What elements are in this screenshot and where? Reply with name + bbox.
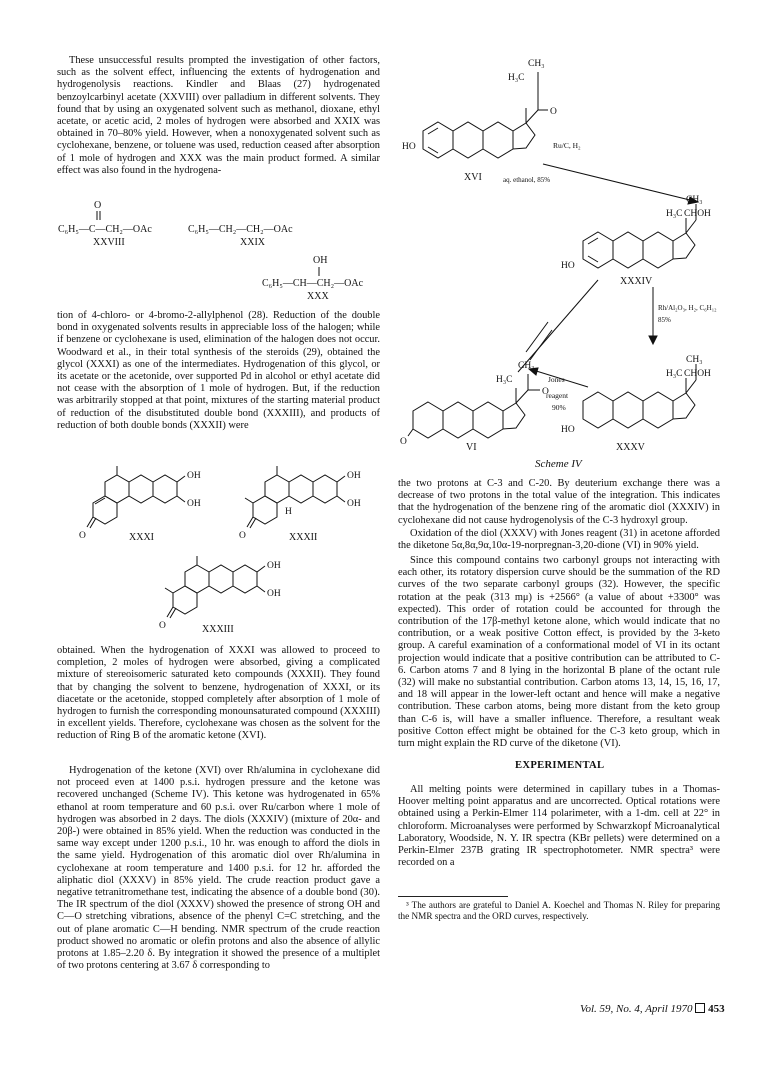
xxxii-oh-top: OH	[347, 471, 361, 481]
xxxi-oh-bottom: OH	[187, 499, 201, 509]
footnote-divider	[398, 896, 508, 897]
xxxv-choh: CHOH	[684, 369, 711, 379]
body-paragraph: All melting points were determined in capillary tubes in a Thomas-Hoover melting point apparatus and are uncorrected. Optical rotations were obtained using a Perkin-Elmer 114 polarimeter, with a 1-dm. cell at 22° in chloroform. Microanalyses were performed by Schwarzkopf Microanalytical Laboratory, Woodside, N. Y. IR spectra (KBr pellets) were determined on a Perkin-Elmer 237B grating IR spectrophotometer. NMR spectra³ were recorded on a	[398, 784, 720, 869]
jones-yield: 90%	[552, 403, 566, 412]
xxviii-o-label: O	[94, 200, 102, 211]
ru-condition: Ru/C, H₂	[553, 141, 581, 150]
body-paragraph: obtained. When the hydrogenation of XXXI was allowed to proceed to completion, 2 moles of hydrogen were absorbed, giving a complicated mixture of stereoisomeric saturated keto compounds (XXXII). They found that by changing the solvent to benzene, hydrogenation of XXXI, or its diacetate or the acetonide, stopped completely after absorption of 1 mole of hydrogen to furnish the corresponding monounsaturated compound (XXXIII) in excellent yields. Therefore, cyclohexane was chosen as the solvent for the reduction of Ring B of the aromatic ketone (XVI).	[57, 645, 380, 742]
xxviii-label: XXVIII	[93, 237, 125, 248]
xxx-oh-label: OH	[313, 255, 328, 266]
body-paragraph: tion of 4-chloro- or 4-bromo-2-allylphenol (28). Reduction of the double bond in oxygenated solvents results in appreciable loss of the halogen; while if benzene or cyclohexane is used, elimination of the halogen does not occur. Woodward et al., in their total synthesis of the steroids (29), obtained the glycol (XXXI) as one of the intermediates. Hydrogenation of this glycol, or its acetate or the acetonide, over supported Pd in alcohol or ethyl acetate did not cease with the absorption of 1 mole of hydrogen. But, if the reduction was arbitrarily stopped at that point, mixtures of the starting material product of reduction of the disubstituted double bond (XXXIII), and products of reduction of both double bonds (XXXII) were	[57, 310, 380, 431]
scheme-caption: Scheme IV	[535, 458, 582, 470]
xxxiv-ch3: CH₃	[686, 195, 703, 205]
rh-yield: 85%	[658, 316, 671, 324]
xxxv-label: XXXV	[616, 442, 645, 452]
body-paragraph: Oxidation of the diol (XXXV) with Jones reagent (31) in acetone afforded the diketone 5α,8α,9α,10α-19-norpregnan-3,20-dione (VI) in 90% yield.	[398, 528, 720, 552]
xxxv-ho: HO	[561, 425, 575, 435]
xxxi-oh-top: OH	[187, 471, 201, 481]
xxxiv-ho: HO	[561, 261, 575, 271]
body-paragraph: the two protons at C-3 and C-20. By deuterium exchange there was a decrease of two protons in the total value of the integration. This indicates that the hydrogenation of the benzene ring of the aromatic diol (XXXIV) in cyclohexane did not cause hydrogenolysis of the C-3 hydroxyl group.	[398, 478, 720, 526]
aq-condition: aq. ethanol, 85%	[503, 176, 551, 184]
xxxiii-label: XXXIII	[202, 624, 234, 635]
xxxiii-oh-bottom: OH	[267, 589, 281, 599]
xxxv-ch3: CH₃	[686, 355, 703, 365]
vi-h3c: H₃C	[496, 375, 513, 385]
xvi-label: XVI	[464, 172, 482, 183]
xxxii-oh-bottom: OH	[347, 499, 361, 509]
footnote: ³ The authors are grateful to Daniel A. Koechel and Thomas N. Riley for preparing the NMR spectra and the ORD curves, respectively.	[398, 900, 720, 921]
xxviii-formula: C₆H₅—C—CH₂—OAc	[58, 224, 152, 235]
reagent-condition: reagent	[546, 391, 569, 400]
vi-ch3: CH₃	[518, 361, 535, 371]
xvi-ho: HO	[402, 142, 416, 152]
journal-citation: Vol. 59, No. 4, April 1970	[580, 1003, 693, 1015]
xxxiii-oh-top: OH	[267, 561, 281, 571]
xvi-ch3: CH₃	[528, 59, 545, 69]
xxxiv-h3c: H₃C	[666, 209, 683, 219]
xxxiv-label: XXXIV	[620, 276, 653, 287]
body-paragraph: These unsuccessful results prompted the investigation of other factors, such as the solvent effect, influencing the extents of hydrogenation and hydrogenolysis reactions. Kindler and Blaas (27) hydrogenated benzoylcarbinyl acetate (XXVIII) over palladium in different solvents. They found that by using an oxygenated solvent such as methanol, dioxane, ethyl acetate, or acetic acid, 2 moles of hydrogen were absorbed and XXIX was obtained in 70–80% yield. However, when a nonoxygenated solvent such as cyclohexane, benzene, or toluene was used, reduction ceased after absorption of 1 mole of hydrogen and XXX was the main product formed. A similar effect was also found in the hydrogena-	[57, 55, 380, 176]
body-paragraph: Hydrogenation of the ketone (XVI) over Rh/alumina in cyclohexane did not proceed even at 1400 p.s.i. hydrogen pressure and the ketone was recovered unchanged (Scheme IV). This ketone was hydrogenated in 65% ethanol at room temperature and 60 p.s.i. over Ru/carbon where 1 mole of hydrogen was absorbed in 2 days. The diols (XXXIV) (mixture of 20α- and 20β-) were obtained in 85% yield. When the reduction was conducted in the same way except under 1200 p.s.i., 10 hr. was enough to afford the diols in the same yield. Hydrogenation of this aromatic diol over Rh/alumina in cyclohexane at room temperature and 1400 p.s.i. for 12 hr. afforded the aliphatic diol (XXXV) in 85% yield. The crude reaction product gave a negative tetranitromethane test, indicating the absence of a double bond (30). The IR spectrum of the diol (XXXV) showed the presence of strong OH and C—O stretching vibrations, absence of the phenyl C=C stretching, and the out of plane aromatic C—H bending. NMR spectrum of the crude reaction product showed no aromatic or olefin protons and also the absence of allylic protons at 1.85–2.20 δ. By integration it showed the presence of a multiplet of two protons centering at 3.67 δ corresponding to	[57, 765, 380, 972]
page-footer	[580, 1003, 725, 1015]
xvi-o: O	[550, 107, 557, 117]
vi-o: O	[400, 437, 407, 447]
vi-label: VI	[466, 442, 477, 452]
xxxi-label: XXXI	[129, 532, 154, 543]
section-heading: EXPERIMENTAL	[515, 760, 605, 771]
xxxii-o: O	[239, 531, 246, 541]
jones-condition: Jones	[548, 375, 565, 384]
xxix-label: XXIX	[240, 237, 265, 248]
xxxii-h: H	[285, 507, 292, 517]
xxxiii-o: O	[159, 621, 166, 631]
xvi-h3c: H₃C	[508, 73, 525, 83]
xxx-label: XXX	[307, 291, 329, 302]
xxxiv-choh: CHOH	[684, 209, 711, 219]
structures-figure-xxxi-xxxiii	[57, 440, 382, 640]
xxxv-h3c: H₃C	[666, 369, 683, 379]
square-icon	[695, 1003, 705, 1013]
body-paragraph: Since this compound contains two carbonyl groups not interacting with each other, its rotatory dispersion curve should be the summation of the RD curves of the two separate carbonyl groups (32). However, the specific rotation at the peak (313 mμ) is +2566° (a value of about +3300° was expected). This order of rotation could be accounted for through the contribution of the 17β-methyl ketone alone, which would indicate that no contribution, or a weak positive Cotton effect, is provided by the 3-keto group. A careful examination of a conformational model of VI in its octant projection would indicate that a positive contribution can be attributed to C-6. Carbon atoms 7 and 8 lying in the horizontal B plane of the octant rule (32) will make no substantial contribution. Carbon atoms 13, 14, 15, 16, 17, and 18 will appear in the lower-left octant and hence will make a negative contribution. These carbon atoms, being more distant from the keto group than C-6 is, will have a smaller influence. Therefore, a resultant weak positive Cotton effect might be obtained for the C-3 keto group, which in turn might explain the RD curve of the diketone (VI).	[398, 555, 720, 750]
scheme-iv-figure	[398, 52, 718, 452]
xxix-formula: C₆H₅—CH₂—CH₂—OAc	[188, 224, 293, 235]
xxx-formula: C₆H₅—CH—CH₂—OAc	[262, 278, 364, 289]
xxxii-label: XXXII	[289, 532, 318, 543]
xxxi-o: O	[79, 531, 86, 541]
formula-figure-xxviii-xxx	[55, 196, 385, 308]
page-number: 453	[708, 1003, 725, 1015]
rh-condition: Rh/Al₂O₃, H₂, C₆H₁₂	[658, 304, 717, 312]
vi-o-side: O	[542, 387, 549, 397]
